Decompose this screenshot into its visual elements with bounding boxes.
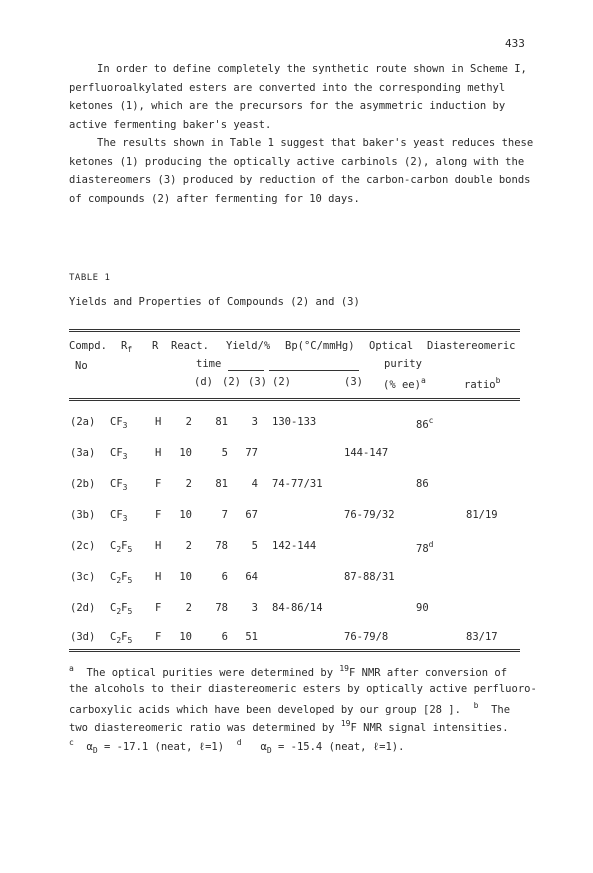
header-ee-sup: a bbox=[420, 376, 426, 385]
cell-rf bbox=[110, 416, 127, 430]
formula-part: C bbox=[110, 540, 117, 552]
footnote-mark-a: a bbox=[69, 664, 74, 673]
cell-yield-2: 6 bbox=[221, 631, 228, 643]
cell-r: H bbox=[155, 540, 162, 552]
footnote-text: F NMR after conversion of bbox=[349, 667, 508, 679]
formula-sub: 2 bbox=[116, 636, 122, 645]
ee-footnote-mark: c bbox=[428, 416, 434, 425]
footnote-line-2: the alcohols to their diastereomeric esters by optically active perfluoro- bbox=[69, 683, 537, 695]
cell-bp-3: 76-79/8 bbox=[344, 631, 389, 643]
footnote-text: The optical purities were determined by bbox=[86, 667, 334, 679]
formula-sub: 3 bbox=[122, 514, 128, 523]
text-line: diastereomers (3) produced by reduction of the carbon-carbon double bonds bbox=[69, 174, 531, 187]
text-line: perfluoroalkylated esters are converted into the corresponding methyl bbox=[69, 81, 506, 94]
header-d: (d) bbox=[194, 376, 213, 388]
cell-yield-2: 6 bbox=[221, 571, 228, 583]
cell-yield-2: 78 bbox=[215, 540, 228, 552]
cell-ratio: 83/17 bbox=[466, 631, 498, 643]
page-number: 433 bbox=[505, 37, 525, 50]
cell-days: 10 bbox=[179, 631, 192, 643]
cell-ratio: 81/19 bbox=[466, 509, 498, 521]
cell-bp-3: 144-147 bbox=[344, 447, 389, 459]
cell-no: (3d) bbox=[70, 631, 96, 643]
formula-sub: 5 bbox=[127, 576, 133, 585]
alpha-sub: D bbox=[92, 746, 98, 755]
paragraph-1 bbox=[69, 60, 529, 134]
cell-yield-3: 4 bbox=[251, 478, 258, 490]
table-label: TABLE 1 bbox=[69, 273, 111, 283]
cell-yield-2: 5 bbox=[221, 447, 228, 459]
cell-rf bbox=[110, 631, 132, 645]
header-react: React. bbox=[171, 340, 209, 352]
cell-yield-3: 51 bbox=[245, 631, 258, 643]
cell-rf bbox=[110, 478, 127, 492]
table-top-rule-2 bbox=[69, 331, 520, 332]
table-caption: Yields and Properties of Compounds (2) and (3) bbox=[69, 296, 360, 308]
cell-bp-2: 130-133 bbox=[272, 416, 317, 428]
formula-sub: 5 bbox=[127, 607, 133, 616]
yield-underline bbox=[228, 370, 264, 371]
footnote-mark-d: d bbox=[236, 738, 242, 747]
rotation-value: = -15.4 (neat, ℓ=1). bbox=[278, 741, 405, 753]
table-top-rule bbox=[69, 329, 520, 330]
formula-sub: 2 bbox=[116, 545, 122, 554]
footnote-text: two diastereomeric ratio was determined by bbox=[69, 722, 335, 734]
header-ratio-text: ratio bbox=[464, 379, 496, 391]
cell-no: (2d) bbox=[70, 602, 96, 614]
cell-bp-2: 84-86/14 bbox=[272, 602, 323, 614]
cell-days: 10 bbox=[179, 571, 192, 583]
cell-rf bbox=[110, 509, 127, 523]
cell-yield-2: 81 bbox=[215, 478, 228, 490]
formula-sub: 5 bbox=[127, 545, 133, 554]
table-header-rule bbox=[69, 398, 520, 399]
cell-days: 2 bbox=[185, 602, 192, 614]
cell-bp-2: 74-77/31 bbox=[272, 478, 323, 490]
cell-yield-2: 78 bbox=[215, 602, 228, 614]
header-ratio-sup: b bbox=[495, 376, 501, 385]
cell-no: (3b) bbox=[70, 509, 96, 521]
footnote-mark-c: c bbox=[69, 738, 74, 747]
text-line: of compounds (2) after fermenting for 10 days. bbox=[69, 192, 360, 205]
header-ee-text: (% ee) bbox=[383, 379, 421, 391]
formula-part: CF bbox=[110, 509, 123, 521]
footnote-text: F NMR signal intensities. bbox=[350, 722, 509, 734]
cell-days: 10 bbox=[179, 509, 192, 521]
header-time: time bbox=[196, 358, 222, 370]
alpha-symbol: α bbox=[260, 741, 267, 753]
cell-yield-2: 7 bbox=[221, 509, 228, 521]
cell-yield-3: 77 bbox=[245, 447, 258, 459]
formula-sub: 2 bbox=[116, 576, 122, 585]
cell-bp-2: 142-144 bbox=[272, 540, 317, 552]
formula-part: F bbox=[121, 631, 128, 643]
formula-sub: 3 bbox=[122, 483, 128, 492]
cell-no: (3c) bbox=[70, 571, 96, 583]
cell-r: F bbox=[155, 602, 162, 614]
header-bp2: (2) bbox=[272, 376, 291, 388]
cell-days: 2 bbox=[185, 540, 192, 552]
footnote-mark-b: b bbox=[473, 701, 479, 710]
cell-yield-3: 3 bbox=[251, 602, 258, 614]
footnote-line-3 bbox=[69, 701, 510, 716]
cell-r: F bbox=[155, 509, 162, 521]
footnote-text: carboxylic acids which have been developed by our group [28 ]. bbox=[69, 704, 461, 716]
cell-no: (2b) bbox=[70, 478, 96, 490]
cell-days: 2 bbox=[185, 416, 192, 428]
formula-sub: 5 bbox=[127, 636, 133, 645]
header-y3: (3) bbox=[248, 376, 267, 388]
header-rf-sub: f bbox=[127, 345, 133, 354]
formula-part: CF bbox=[110, 478, 123, 490]
ee-value: 86 bbox=[416, 478, 429, 490]
header-r: R bbox=[152, 340, 159, 352]
footnote-line-5 bbox=[69, 738, 404, 755]
cell-yield-2: 81 bbox=[215, 416, 228, 428]
formula-part: CF bbox=[110, 447, 123, 459]
formula-part: F bbox=[121, 602, 128, 614]
cell-no: (3a) bbox=[70, 447, 96, 459]
cell-rf bbox=[110, 571, 132, 585]
cell-rf bbox=[110, 447, 127, 461]
text-line: active fermenting baker's yeast. bbox=[69, 118, 272, 131]
cell-r: F bbox=[155, 631, 162, 643]
text-line: ketones (1) producing the optically active carbinols (2), along with the bbox=[69, 155, 525, 168]
cell-bp-3: 76-79/32 bbox=[344, 509, 395, 521]
header-yield: Yield/% bbox=[226, 340, 271, 352]
cell-days: 10 bbox=[179, 447, 192, 459]
table-header-rule-2 bbox=[69, 400, 520, 401]
ee-value: 86 bbox=[416, 419, 429, 431]
cell-yield-3: 3 bbox=[251, 416, 258, 428]
alpha-sub: D bbox=[266, 746, 272, 755]
header-bp: Bp(°C/mmHg) bbox=[285, 340, 355, 352]
cell-ee bbox=[416, 416, 433, 431]
formula-sub: 3 bbox=[122, 452, 128, 461]
paragraph-2 bbox=[69, 134, 534, 208]
header-rf bbox=[121, 340, 132, 354]
cell-yield-3: 5 bbox=[251, 540, 258, 552]
formula-sub: 3 bbox=[122, 421, 128, 430]
formula-part: C bbox=[110, 571, 117, 583]
header-compd: Compd. bbox=[69, 340, 107, 352]
cell-yield-3: 67 bbox=[245, 509, 258, 521]
footnote-text: The bbox=[491, 704, 511, 716]
formula-sub: 2 bbox=[116, 607, 122, 616]
cell-ee bbox=[416, 602, 429, 614]
bp-underline bbox=[269, 370, 359, 371]
cell-r: F bbox=[155, 478, 162, 490]
cell-ee bbox=[416, 478, 429, 490]
cell-rf bbox=[110, 602, 132, 616]
cell-bp-3: 87-88/31 bbox=[344, 571, 395, 583]
footnote-line-4 bbox=[69, 719, 509, 734]
header-no: No bbox=[75, 360, 88, 372]
table-bottom-rule-2 bbox=[69, 651, 520, 652]
header-ee bbox=[383, 376, 426, 391]
text-line: ketones (1), which are the precursors for the asymmetric induction by bbox=[69, 100, 506, 113]
cell-ee bbox=[416, 540, 433, 555]
isotope-sup: 19 bbox=[340, 719, 351, 728]
header-rf-text: R bbox=[121, 340, 128, 352]
formula-part: C bbox=[110, 602, 117, 614]
isotope-sup: 19 bbox=[339, 664, 349, 673]
alpha-symbol: α bbox=[86, 741, 93, 753]
header-purity: purity bbox=[384, 358, 422, 370]
formula-part: C bbox=[110, 631, 117, 643]
cell-r: H bbox=[155, 447, 162, 459]
header-bp3: (3) bbox=[344, 376, 363, 388]
header-y2: (2) bbox=[222, 376, 241, 388]
cell-rf bbox=[110, 540, 132, 554]
rotation-value: = -17.1 (neat, ℓ=1) bbox=[103, 741, 225, 753]
formula-part: CF bbox=[110, 416, 123, 428]
ee-footnote-mark: d bbox=[428, 540, 434, 549]
formula-part: F bbox=[121, 540, 128, 552]
ee-value: 90 bbox=[416, 602, 429, 614]
header-optical: Optical bbox=[369, 340, 414, 352]
cell-no: (2c) bbox=[70, 540, 96, 552]
text-line: In order to define completely the synthetic route shown in Scheme I, bbox=[97, 63, 527, 75]
cell-yield-3: 64 bbox=[245, 571, 258, 583]
cell-r: H bbox=[155, 416, 162, 428]
footnote-line-1 bbox=[69, 664, 507, 679]
cell-no: (2a) bbox=[70, 416, 96, 428]
table-bottom-rule bbox=[69, 649, 520, 650]
text-line: The results shown in Table 1 suggest that baker's yeast reduces these bbox=[97, 137, 534, 149]
cell-r: H bbox=[155, 571, 162, 583]
cell-days: 2 bbox=[185, 478, 192, 490]
ee-value: 78 bbox=[416, 543, 429, 555]
header-ratio bbox=[464, 376, 500, 391]
formula-part: F bbox=[121, 571, 128, 583]
header-diastereomeric: Diastereomeric bbox=[427, 340, 516, 352]
